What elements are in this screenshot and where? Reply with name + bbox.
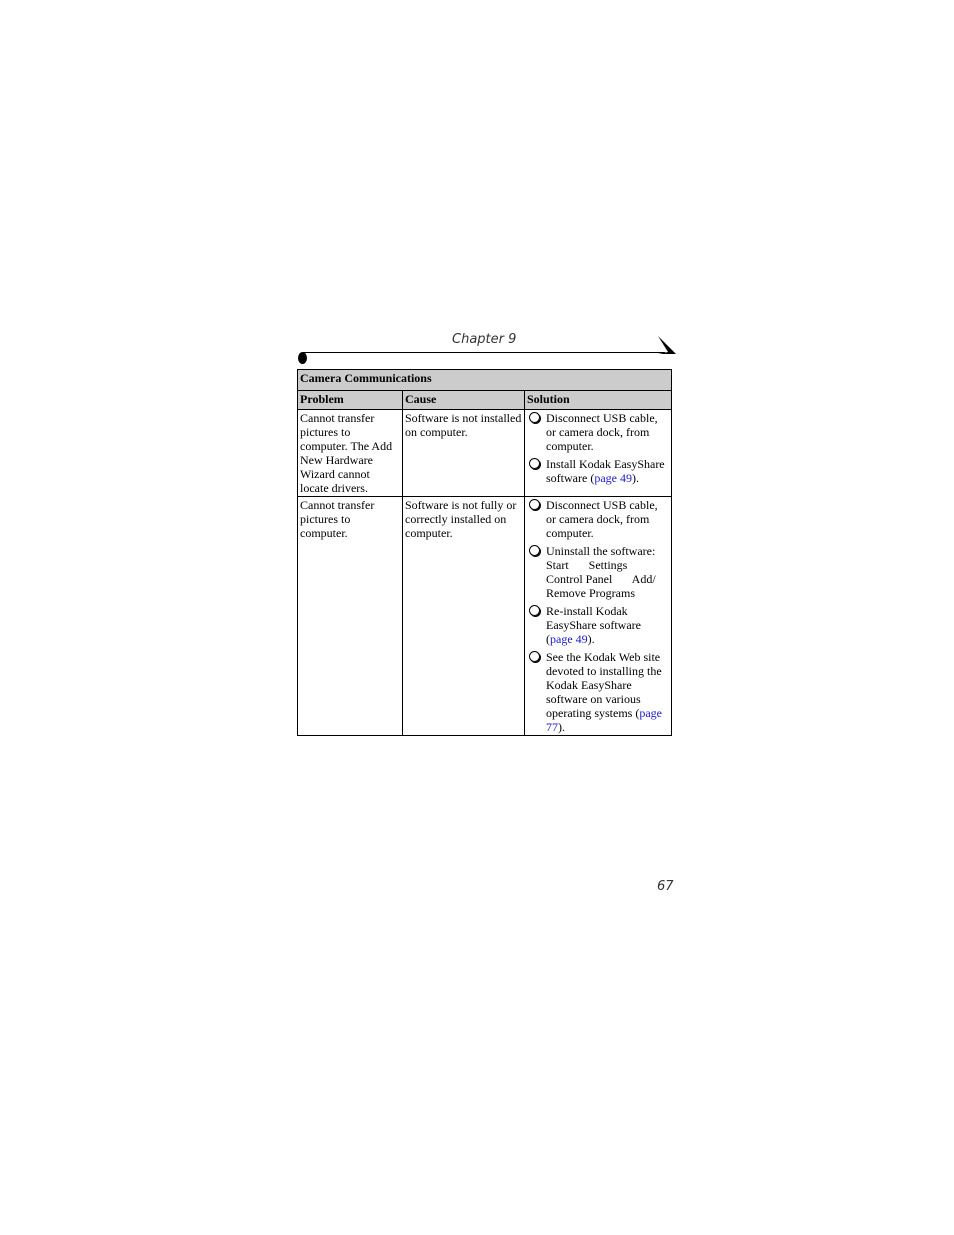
table-title: Camera Communications xyxy=(298,370,672,391)
solution-text-end: ). xyxy=(558,720,565,734)
bullet-icon xyxy=(529,651,540,662)
chapter-title: Chapter 9 xyxy=(452,332,517,347)
solution-text: Uninstall the software: xyxy=(546,544,656,558)
solution-item xyxy=(527,411,669,453)
page-link[interactable]: page 49 xyxy=(594,471,632,485)
menu-path-control-panel: Control Panel xyxy=(546,572,613,586)
bullet-icon xyxy=(529,499,540,510)
solution-text-end: ). xyxy=(587,632,595,646)
solution-item xyxy=(527,604,669,646)
page-link[interactable]: page 49 xyxy=(550,632,588,646)
column-header-solution: Solution xyxy=(525,391,672,410)
solution-text: Install Kodak EasyShare software ( xyxy=(546,457,665,485)
header-rule xyxy=(303,352,665,353)
header-rule-arrow-icon xyxy=(656,334,678,356)
menu-path-add-remove: Add/ Remove Programs xyxy=(546,572,656,600)
cause-cell: Software is not fully or correctly installed on computer. xyxy=(403,497,525,736)
camera-communications-table xyxy=(297,369,672,736)
page-link[interactable]: page 77 xyxy=(546,706,662,734)
solution-text: Disconnect USB cable, or camera dock, from computer. xyxy=(546,498,658,540)
solution-text: See the Kodak Web site devoted to installing the Kodak EasyShare software on various operating systems ( xyxy=(546,650,662,720)
header-rule-dot xyxy=(298,352,307,364)
solution-cell xyxy=(525,410,672,497)
problem-cell: Cannot transfer pictures to computer. The Add New Hardware Wizard cannot locate drivers. xyxy=(298,410,403,497)
solution-item xyxy=(527,498,669,540)
solution-item xyxy=(527,544,669,600)
column-header-cause: Cause xyxy=(403,391,525,410)
bullet-icon xyxy=(529,545,540,556)
solution-item xyxy=(527,650,669,734)
problem-cell: Cannot transfer pictures to computer. xyxy=(298,497,403,736)
solution-item xyxy=(527,457,669,485)
solution-cell xyxy=(525,497,672,736)
solution-text: Re-install Kodak EasyShare software ( xyxy=(546,604,641,646)
solution-text: Disconnect USB cable, or camera dock, from computer. xyxy=(546,411,658,453)
table-header-row xyxy=(298,391,672,410)
table-row xyxy=(298,497,672,736)
table-title-row xyxy=(298,370,672,391)
bullet-icon xyxy=(529,412,540,423)
menu-path-start: Start xyxy=(546,558,569,572)
page-number: 67 xyxy=(657,879,674,894)
cause-cell: Software is not installed on computer. xyxy=(403,410,525,497)
solution-text-end: ). xyxy=(631,471,639,485)
table-row xyxy=(298,410,672,497)
column-header-problem: Problem xyxy=(298,391,403,410)
bullet-icon xyxy=(529,605,540,616)
menu-path-settings: Settings xyxy=(588,558,628,572)
bullet-icon xyxy=(529,458,540,469)
